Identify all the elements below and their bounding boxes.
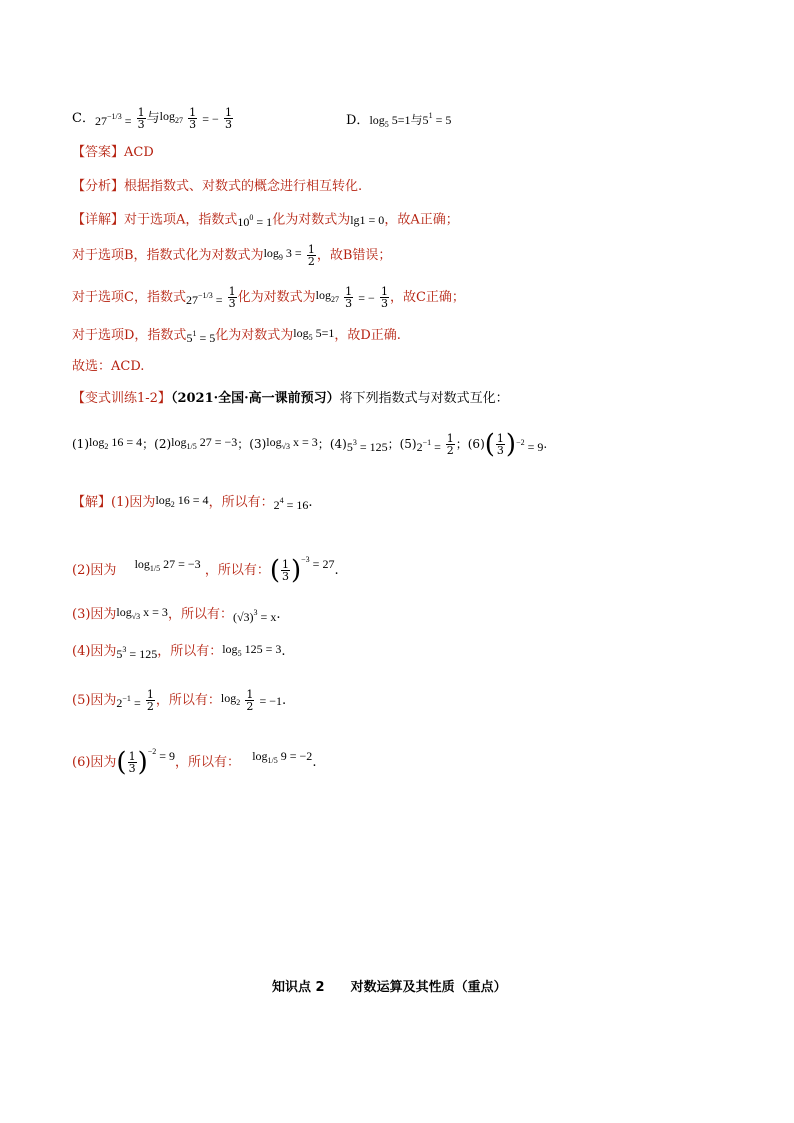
s3-rest: x = 3 — [143, 605, 168, 619]
log-text: log — [89, 435, 105, 449]
exponent: −3 — [301, 555, 310, 564]
option-d — [346, 106, 451, 135]
period: . — [276, 607, 281, 622]
period: . — [281, 644, 286, 659]
p1-rest: 16 = 4 — [111, 435, 143, 449]
math-10 — [237, 208, 272, 232]
p5-math — [417, 433, 441, 457]
separator: ； — [387, 437, 400, 451]
solution-3 — [72, 602, 280, 627]
right-paren: ) — [505, 429, 517, 460]
solution-5 — [72, 688, 286, 713]
detail-b-end: ，故B错误； — [316, 248, 392, 263]
log-text: log — [369, 113, 385, 127]
fraction-one-half — [307, 244, 316, 267]
log-text: log — [220, 691, 237, 705]
p5-rest: = — [434, 439, 441, 454]
period: . — [282, 693, 287, 708]
p1-math — [89, 432, 142, 457]
p2-rest: 27 = −3 — [199, 435, 238, 449]
s5-rest: = — [133, 695, 141, 710]
s6-pre: (6)因为 — [72, 755, 117, 770]
answer-line — [72, 143, 154, 163]
detail-d-end: ，故D正确. — [334, 328, 401, 343]
base: √3 — [236, 609, 250, 624]
base-5: 5 — [186, 330, 193, 345]
denominator: 3 — [189, 118, 197, 131]
math-log — [369, 106, 451, 135]
s3-rhs: = x — [260, 609, 277, 624]
numerator: 1 — [146, 688, 154, 701]
answer-value: ACD — [124, 145, 154, 160]
period: . — [334, 563, 339, 578]
equals: = 5 — [435, 113, 452, 127]
s3-math — [116, 602, 168, 627]
log-text: log — [155, 493, 171, 507]
detail-a-text: 对于选项A，指数式 — [124, 212, 238, 228]
math-27 — [186, 286, 223, 310]
log-base: 2 — [236, 698, 241, 707]
math-lg1: lg1 = 0 — [350, 213, 385, 227]
s4-mid: ，所以有： — [157, 644, 223, 659]
analysis-tag: 【分析】 — [72, 179, 125, 194]
log-base: 1/5 — [267, 756, 278, 765]
s2-math — [135, 554, 201, 579]
p4-label: (4) — [329, 437, 347, 451]
denominator: 3 — [282, 570, 289, 583]
separator: ； — [455, 437, 468, 451]
s6-mid: ，所以有： — [175, 755, 241, 770]
numerator: 1 — [224, 106, 232, 119]
s6-result — [252, 746, 312, 771]
p6-label: (6) — [467, 437, 485, 451]
right-paren: ) — [137, 747, 148, 778]
log-base: 27 — [174, 116, 183, 125]
s4-math — [116, 640, 157, 664]
numerator: 1 — [228, 285, 236, 298]
numerator: 1 — [496, 432, 504, 445]
detail-c — [72, 285, 465, 310]
detail-tag: 【详解】 — [72, 212, 125, 228]
numerator: 1 — [189, 106, 197, 119]
separator: ； — [317, 437, 330, 451]
p2-label: (2) — [154, 437, 172, 451]
numerator: 1 — [380, 285, 388, 298]
detail-a-mid: 化为对数式为 — [272, 212, 351, 228]
left-paren: ( — [116, 747, 127, 778]
exponent: −1/3 — [106, 111, 122, 121]
denominator: 3 — [224, 118, 232, 131]
solution-tag: 【解】 — [72, 495, 112, 510]
solution-6 — [72, 742, 317, 778]
s5-mid: ，所以有： — [155, 693, 221, 708]
log-text: log — [116, 605, 132, 619]
detail-d-text: 对于选项D，指数式 — [72, 328, 187, 343]
variant-source: （2021·全国·高一课前预习） — [170, 391, 340, 406]
exponent: 1 — [428, 111, 433, 120]
fraction-one-half — [245, 689, 254, 712]
period: . — [308, 495, 313, 510]
s4-pre: (4)因为 — [72, 644, 117, 659]
exponent: 3 — [122, 644, 127, 654]
detail-c-text: 对于选项C，指数式 — [72, 290, 186, 305]
p4-rest: = 125 — [359, 439, 388, 454]
answer-tag: 【答案】 — [72, 145, 125, 160]
denominator: 2 — [446, 444, 454, 457]
math-log — [264, 243, 302, 268]
s5-rhs: = −1 — [259, 693, 283, 708]
period: . — [543, 437, 548, 451]
equals-one: = 1 — [256, 215, 273, 229]
s4-rhs: 125 = 3 — [244, 642, 282, 656]
exponent: −1 — [122, 693, 131, 703]
equals: = 5 — [199, 330, 216, 345]
fraction-one-third — [224, 107, 233, 130]
denominator: 3 — [380, 297, 388, 310]
base-10: 10 — [237, 215, 250, 229]
fraction-one-third — [344, 286, 353, 309]
separator: ； — [142, 437, 155, 451]
exponent: 0 — [249, 213, 254, 222]
base-27: 27 — [94, 113, 107, 128]
fraction-one-third — [188, 107, 197, 130]
variant-tag: 【变式训练1-2】 — [72, 391, 171, 406]
s6-math — [148, 742, 175, 766]
s1-rhs: = 16 — [286, 497, 309, 512]
equals: = — [215, 292, 223, 307]
detail-a-end: ，故A正确； — [384, 212, 459, 228]
math-27 — [95, 107, 132, 131]
log-base: 1/5 — [149, 564, 161, 573]
s1-result — [274, 491, 309, 515]
left-paren: ( — [269, 555, 280, 586]
s6-rhs: 9 = −2 — [280, 749, 313, 763]
detail-c-end: ，故C正确； — [389, 290, 465, 305]
exponent: −1/3 — [197, 290, 213, 300]
s1-mid: ，所以有： — [208, 495, 274, 510]
detail-d — [72, 323, 401, 348]
log-text: log — [293, 326, 309, 340]
p1-label: (1) — [72, 437, 89, 451]
denominator: 3 — [128, 762, 136, 775]
exponent: 3 — [253, 607, 258, 617]
p2-math — [171, 432, 237, 457]
p3-math — [266, 432, 318, 457]
period: . — [312, 755, 317, 770]
s5-pre: (5)因为 — [72, 693, 117, 708]
exponent: 1 — [192, 328, 197, 338]
fraction-one-half — [446, 433, 455, 456]
solution-1 — [72, 490, 313, 515]
log-text: log — [171, 435, 187, 449]
detail-d-mid: 化为对数式为 — [215, 328, 294, 343]
s3-mid: ，所以有： — [167, 607, 233, 622]
fraction-one-third — [228, 286, 237, 309]
base: 5 — [116, 646, 123, 661]
detail-b-text: 对于选项B，指数式化为对数式为 — [72, 248, 264, 263]
s2-pre: (2)因为 — [72, 563, 117, 578]
s2-mid: ，所以有： — [204, 563, 270, 578]
s1-math — [155, 490, 208, 515]
detail-a — [72, 208, 459, 232]
fraction-one-third — [137, 107, 146, 130]
log-base: √3 — [131, 612, 141, 621]
option-c — [72, 106, 234, 131]
equals-negative: = − — [358, 290, 375, 305]
analysis-line — [72, 177, 362, 197]
s2-result — [301, 550, 334, 574]
fraction-one-third — [281, 559, 290, 582]
log-text: log — [134, 557, 150, 571]
log-text: log — [315, 288, 331, 302]
fraction-one-half — [146, 689, 155, 712]
exponent: −2 — [147, 747, 157, 756]
numerator: 1 — [128, 750, 136, 763]
denominator: 3 — [137, 118, 145, 131]
variant-text: 将下列指数式与对数式互化： — [339, 391, 509, 406]
denominator: 2 — [307, 255, 315, 268]
base: 2 — [116, 695, 123, 710]
numerator: 1 — [446, 432, 454, 445]
base: 2 — [416, 439, 423, 454]
solution-4 — [72, 639, 285, 664]
numerator: 1 — [137, 106, 145, 119]
p6-rest: = 9 — [527, 439, 544, 454]
detail-c-mid: 化为对数式为 — [237, 290, 316, 305]
option-c-label: C． — [72, 111, 95, 126]
variant-heading — [72, 389, 509, 409]
math-log — [293, 323, 334, 348]
denominator: 2 — [146, 700, 154, 713]
math-5 — [186, 324, 215, 348]
separator: ； — [237, 437, 250, 451]
right-paren: ) — [291, 555, 302, 586]
log-base: 5 — [308, 333, 313, 342]
s2-rest: 27 = −3 — [163, 557, 201, 571]
fraction-one-third — [380, 286, 389, 309]
fraction-one-third — [128, 751, 137, 774]
numerator: 1 — [345, 285, 353, 298]
s2-rhs: = 27 — [312, 557, 335, 571]
s4-rest: = 125 — [129, 646, 158, 661]
log-text: log — [159, 109, 175, 123]
log-base: 5 — [384, 120, 389, 129]
log-base: √3 — [281, 442, 291, 451]
s3-pre: (3)因为 — [72, 607, 117, 622]
log-text: log — [263, 246, 279, 260]
numerator: 1 — [307, 243, 315, 256]
section-title: 对数运算及其性质（重点） — [350, 980, 507, 995]
analysis-text: 根据指数式、对数式的概念进行相互转化. — [124, 179, 363, 194]
log-base: 5 — [237, 649, 242, 658]
exponent: −2 — [516, 437, 525, 447]
s1-rest: 16 = 4 — [177, 493, 209, 507]
log-base: 1/5 — [186, 442, 197, 451]
p3-rest: x = 3 — [293, 435, 318, 449]
log-rest: 3 = — [285, 246, 302, 260]
fraction-one-third — [496, 433, 505, 456]
solution-2 — [72, 550, 339, 586]
math-log — [160, 106, 183, 131]
denominator: 2 — [246, 700, 254, 713]
s5-result — [221, 688, 240, 713]
conclusion: 故选：ACD. — [72, 359, 145, 374]
log-base: 9 — [278, 253, 283, 262]
log-base: 27 — [330, 295, 339, 304]
exponent: −1 — [422, 437, 432, 447]
log-base: 2 — [170, 500, 175, 509]
base-27: 27 — [185, 292, 198, 307]
log-text: log — [266, 435, 282, 449]
log-rest: 5=1 — [315, 326, 335, 340]
section-heading — [272, 976, 507, 995]
log-base: 2 — [104, 442, 109, 451]
detail-b — [72, 243, 391, 268]
s4-result — [222, 639, 281, 664]
left-paren: ( — [484, 429, 495, 460]
conjunction: 与 — [146, 111, 160, 126]
equals-negative: = − — [202, 111, 219, 126]
base: 2 — [273, 497, 280, 512]
exponent: 3 — [352, 437, 357, 447]
numerator: 1 — [282, 558, 289, 571]
s3-result: $(√3)^3 = x$ — [232, 607, 277, 624]
p4-math — [347, 433, 388, 457]
denominator: 3 — [228, 297, 236, 310]
math-log — [316, 285, 339, 310]
option-d-text: 5=1与5 — [391, 113, 429, 127]
equals: = — [124, 113, 132, 128]
base: 5 — [346, 439, 353, 454]
s5-math — [116, 689, 140, 713]
exponent: 4 — [279, 495, 284, 505]
p5-label: (5) — [399, 437, 417, 451]
log-text: log — [252, 749, 268, 763]
section-number: 知识点 2 — [272, 980, 325, 995]
numerator: 1 — [246, 688, 254, 701]
denominator: 3 — [496, 444, 504, 457]
problems-line — [72, 429, 548, 460]
s6-rest: = 9 — [159, 749, 176, 763]
p6-math — [516, 433, 543, 457]
p3-label: (3) — [249, 437, 267, 451]
option-d-label: D． — [346, 113, 370, 128]
denominator: 3 — [345, 297, 353, 310]
log-text: log — [222, 642, 238, 656]
s1-pre: (1)因为 — [111, 495, 156, 510]
